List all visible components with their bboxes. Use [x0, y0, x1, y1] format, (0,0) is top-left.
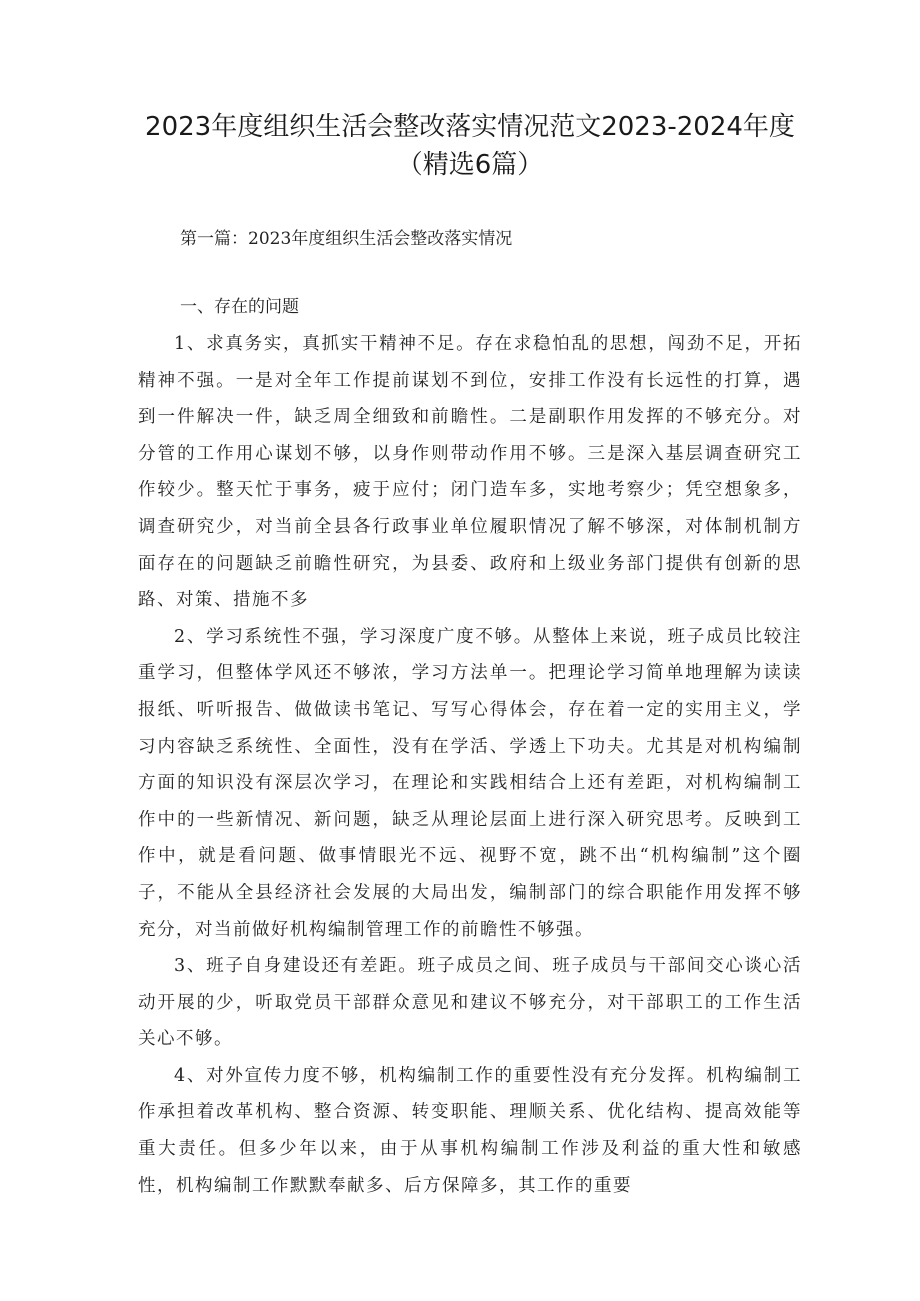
paragraph-1: 1、求真务实，真抓实干精神不足。存在求稳怕乱的思想，闯劲不足，开拓精神不强。一是对全年工作提前谋划不到位，安排工作没有长远性的打算，遇到一件解决一件，缺乏周全细致和前瞻性。二是副职作用发挥的不够充分。对分管的工作用心谋划不够，以身作则带动作用不够。三是深入基层调查研究工作较少。整天忙于事务，疲于应付；闭门造车多，实地考察少；凭空想象多，调查研究少，对当前全县各行政事业单位履职情况了解不够深，对体制机制方面存在的问题缺乏前瞻性研究，为县委、政府和上级业务部门提供有创新的思路、对策、措施不多: [138, 334, 802, 611]
paragraph-2: 2、学习系统性不强，学习深度广度不够。从整体上来说，班子成员比较注重学习，但整体学风还不够浓，学习方法单一。把理论学习简单地理解为读读报纸、听听报告、做做读书笔记、写写心得体会，存在着一定的实用主义，学习内容缺乏系统性、全面性，没有在学活、学透上下功夫。尤其是对机构编制方面的知识没有深层次学习，在理论和实践相结合上还有差距，对机构编制工作中的一些新情况、新问题，缺乏从理论层面上进行深入研究思考。反映到工作中，就是看问题、做事情眼光不远、视野不宽，跳不出“机构编制”这个圈子，不能从全县经济社会发展的大局出发，编制部门的综合职能作用发挥不够充分，对当前做好机构编制管理工作的前瞻性不够强。: [138, 626, 802, 940]
section-heading: 第一篇：2023年度组织生活会整改落实情况: [180, 229, 513, 249]
document-title: 2023年度组织生活会整改落实情况范文2023-2024年度（精选6篇）: [145, 112, 795, 180]
paragraph-4: 4、对外宣传力度不够，机构编制工作的重要性没有充分发挥。机构编制工作承担着改革机构、整合资源、转变职能、理顺关系、优化结构、提高效能等重大责任。但多少年以来，由于从事机构编制工作涉及利益的重大性和敏感性，机构编制工作默默奉献多、后方保障多，其工作的重要: [138, 1065, 802, 1196]
paragraph-3: 3、班子自身建设还有差距。班子成员之间、班子成员与干部间交心谈心活动开展的少，听取党员干部群众意见和建议不够充分，对干部职工的工作生活关心不够。: [138, 956, 802, 1050]
subheading: 一、存在的问题: [180, 297, 299, 317]
